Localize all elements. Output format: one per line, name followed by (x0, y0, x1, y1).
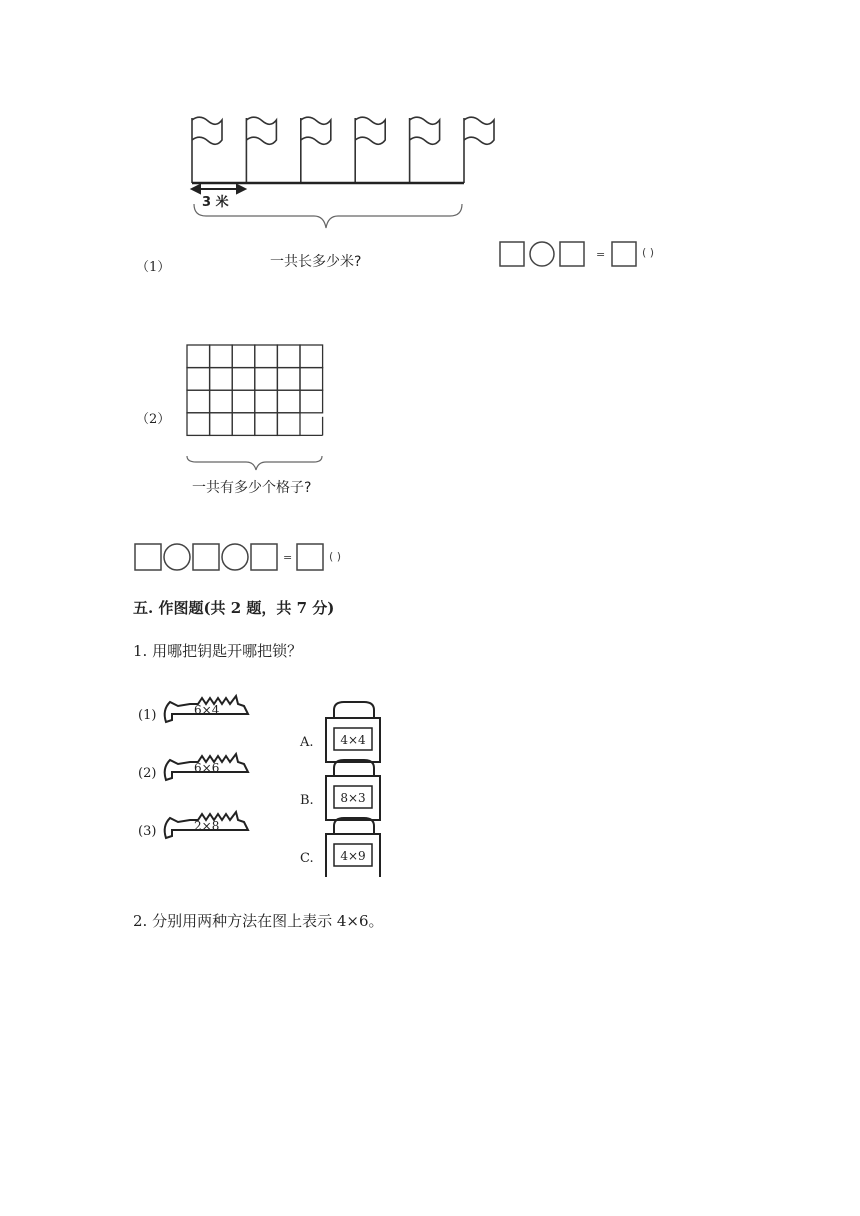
lock-expression: 4×4 (340, 733, 366, 747)
grid-cell (255, 368, 278, 391)
key-icon (138, 812, 248, 839)
grid-cell (187, 413, 210, 436)
question-1: 1. 用哪把钥匙开哪把锁？ (133, 642, 303, 660)
locks-column (296, 692, 396, 877)
equals-sign: = (596, 248, 606, 261)
problem1-question: 一共长多少米? (270, 254, 362, 270)
grid-cell (210, 390, 233, 413)
answer-box (297, 544, 323, 570)
grid-cell (277, 368, 300, 391)
lock-icon (300, 818, 380, 877)
grid-cell (232, 368, 255, 391)
grid-cell (277, 413, 300, 436)
grid-cell (255, 413, 278, 436)
problem2-question: 一共有多少个格子? (192, 480, 312, 496)
grid-cells (187, 345, 323, 435)
flag-distance-diagram (180, 110, 510, 280)
keys-column (132, 690, 262, 870)
lock-icon (300, 760, 380, 820)
problem1-label: （1） (136, 260, 171, 275)
operator-circle (530, 242, 554, 266)
unit-parens: ( ) (642, 246, 655, 259)
grid-cell (277, 390, 300, 413)
answer-box (500, 242, 524, 266)
problem2-label: （2） (136, 412, 171, 427)
grid-cell (210, 345, 233, 368)
question-2: 2. 分别用两种方法在图上表示 4×6。 (133, 912, 384, 930)
key-expression: 6×6 (194, 761, 220, 775)
answer-box (612, 242, 636, 266)
flag-icon (246, 117, 276, 183)
equation-2 (133, 542, 373, 572)
key-label: (1) (138, 708, 157, 723)
lock-expression: 4×9 (340, 849, 366, 863)
operator-circle (222, 544, 248, 570)
grid-cell (277, 345, 300, 368)
grid-cell (255, 390, 278, 413)
grid-cell (232, 345, 255, 368)
flag-icon (464, 117, 494, 183)
grid-cell (187, 368, 210, 391)
answer-box (560, 242, 584, 266)
answer-box (251, 544, 277, 570)
grid-cell (187, 390, 210, 413)
flag-icon (301, 117, 331, 183)
key-icon (138, 696, 248, 723)
grid-cell (210, 368, 233, 391)
grid-cell (300, 345, 323, 368)
operator-circle (164, 544, 190, 570)
flag-icon (355, 117, 385, 183)
unit-parens: ( ) (329, 550, 342, 563)
flag-icon (192, 117, 222, 183)
lock-expression: 8×3 (340, 791, 366, 805)
key-label: (2) (138, 766, 157, 781)
equals-sign: = (283, 551, 293, 564)
key-icon (138, 754, 248, 781)
flags (192, 117, 494, 183)
lock-label: C. (300, 851, 314, 866)
key-expression: 6×4 (194, 703, 220, 717)
lock-label: B. (300, 793, 314, 808)
section-title: 五. 作图题(共 2 题，共 7 分) (133, 599, 335, 617)
brace (187, 456, 322, 470)
lock-icon (299, 702, 380, 762)
answer-box (193, 544, 219, 570)
grid-cell (187, 345, 210, 368)
key-label: (3) (138, 824, 157, 839)
grid-cell (300, 368, 323, 391)
brace (194, 204, 462, 228)
equation-1 (498, 240, 678, 270)
lock-label: A. (300, 735, 314, 750)
distance-arrow (192, 185, 245, 193)
distance-label: 3 米 (202, 195, 229, 210)
grid-cell (255, 345, 278, 368)
answer-box (135, 544, 161, 570)
key-expression: 2×8 (194, 819, 220, 833)
grid-cell (300, 390, 323, 413)
grid-cell (210, 413, 233, 436)
grid-cell (232, 390, 255, 413)
grid-cell (232, 413, 255, 436)
grid-diagram (180, 340, 350, 500)
flag-icon (410, 117, 440, 183)
